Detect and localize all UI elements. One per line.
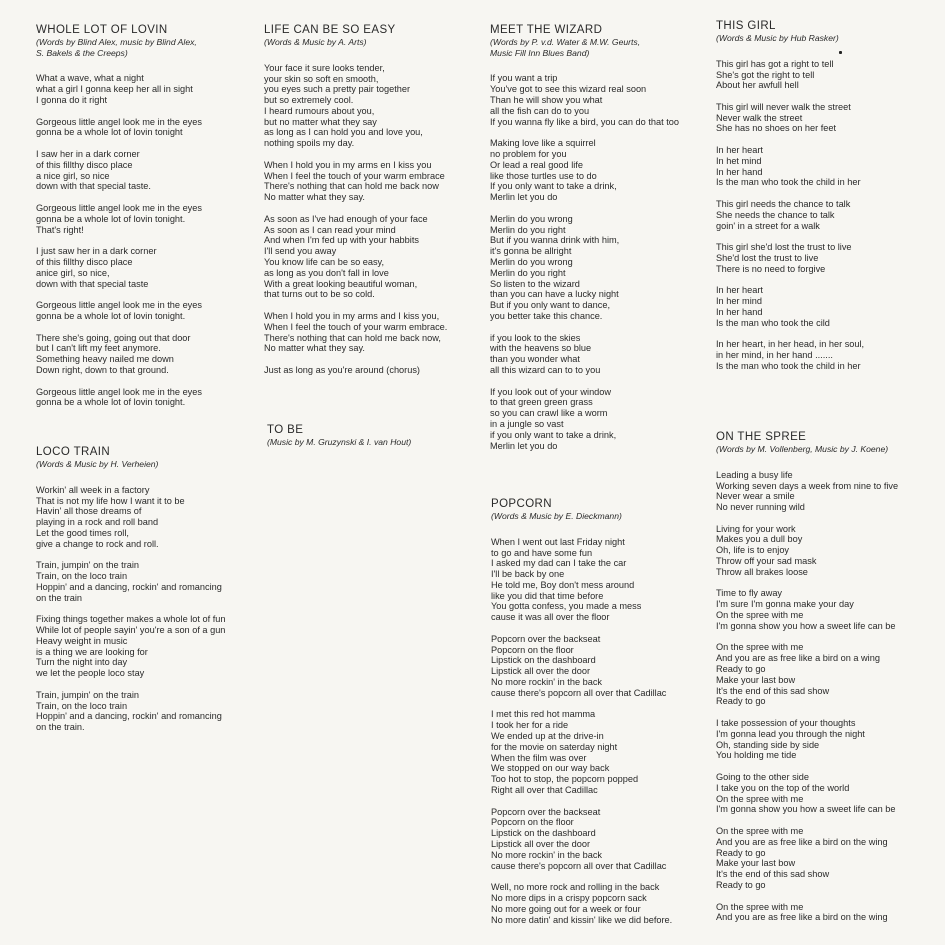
- lyric-line: down with that special taste: [36, 278, 149, 289]
- stanza: [490, 138, 679, 203]
- lyric-line: In her heart, in her head, in her soul,: [716, 339, 865, 350]
- lyric-line: Popcorn over the backseat: [491, 806, 601, 817]
- lyric-line: Make your last bow: [716, 858, 796, 869]
- lyric-line: No more going out for a week or four: [491, 903, 641, 914]
- lyric-line: I gonna do it right: [36, 95, 107, 105]
- lyric-line: On the spree with me: [716, 826, 804, 836]
- stanza: [264, 311, 447, 354]
- stanza: [36, 560, 225, 603]
- lyric-line: There she's going, going out that door: [36, 332, 191, 343]
- lyric-line: I heard rumours about you,: [264, 105, 375, 116]
- print-speck: [839, 51, 842, 54]
- lyric-line: Havin' all those dreams of: [36, 506, 142, 517]
- stanza: [490, 214, 679, 322]
- lyric-line: She has no shoes on her feet: [716, 123, 837, 134]
- lyric-line: gonna be a whole lot of lovin tonight.: [36, 213, 186, 224]
- lyric-line: Ready to go: [716, 847, 766, 858]
- lyric-line: Your face it sure looks tender,: [264, 62, 385, 73]
- lyric-line: of this fillthy disco place: [36, 159, 133, 170]
- lyric-line: In her hand: [716, 307, 763, 318]
- lyric-line: cause there's popcorn all over that Cadillac: [491, 860, 667, 871]
- song-credit: (Words & Music by E. Dieckmann): [491, 511, 622, 521]
- lyric-line: I just saw her in a dark corner: [36, 246, 157, 257]
- lyric-line: Is the man who took the child in her: [716, 361, 861, 372]
- stanza: [264, 63, 447, 149]
- lyric-line: Oh, life is to enjoy: [716, 545, 790, 556]
- lyric-line: your skin so soft en smooth,: [264, 73, 379, 84]
- lyric-line: Merlin do you right: [490, 224, 566, 235]
- lyric-line: gonna be a whole lot of lovin tonight.: [36, 397, 186, 408]
- lyric-line: I met this red hot mamma: [491, 709, 596, 720]
- lyric-line: We ended up at the drive-in: [491, 731, 604, 742]
- song-title: LIFE CAN BE SO EASY: [264, 24, 396, 36]
- lyric-line: I'll be back by one: [491, 569, 565, 580]
- lyric-line: than you can have a lucky night: [490, 289, 619, 300]
- stanza: [716, 145, 864, 188]
- lyric-line: Train, jumpin' on the train: [36, 689, 140, 700]
- lyrics-body: [36, 485, 225, 733]
- stanza: [36, 387, 202, 409]
- stanza: [491, 634, 672, 699]
- stanza: [716, 772, 898, 815]
- lyric-line: that turns out to be so cold.: [264, 289, 375, 300]
- song-title: THIS GIRL: [716, 20, 776, 32]
- lyric-line: Working seven days a week from nine to five: [716, 480, 899, 491]
- lyric-line: Oh, standing side by side: [716, 739, 820, 750]
- stanza: [491, 807, 672, 872]
- lyric-line: as long as you don't fall in love: [264, 267, 389, 278]
- lyric-line: with the heavens so blue: [490, 343, 592, 354]
- lyric-line: Train, on the loco train: [36, 571, 128, 582]
- lyric-line: No matter what they say.: [264, 192, 365, 203]
- lyric-line: I'm gonna show you how a sweet life can be: [716, 804, 896, 815]
- lyric-line: When I feel the touch of your warm embrace: [264, 170, 445, 181]
- lyric-line: We stopped on our way back: [491, 763, 610, 774]
- lyric-line: And you are as free like a bird on the wing: [716, 912, 888, 923]
- lyric-line: Well, no more rock and rolling in the back: [491, 882, 660, 893]
- lyric-line: I'm gonna lead you through the night: [716, 728, 865, 739]
- lyric-line: This girl will never walk the street: [716, 101, 851, 112]
- lyric-line: You've got to see this wizard real soon: [490, 84, 647, 95]
- lyric-line: Fixing things together makes a whole lot of fun: [36, 614, 226, 625]
- lyric-line: Gorgeous little angel look me in the eyes: [36, 116, 202, 127]
- stanza: [36, 690, 225, 733]
- lyric-line: Popcorn on the floor: [491, 817, 574, 828]
- stanza: [490, 73, 679, 127]
- lyric-line: nothing spoils my day.: [264, 138, 355, 149]
- lyric-line: This girl she'd lost the trust to live: [716, 242, 852, 253]
- song-whole-lot-of-lovin: [36, 24, 202, 419]
- lyric-line: but so extremely cool.: [264, 95, 354, 106]
- lyric-line: When I hold you in my arms and I kiss you,: [264, 311, 440, 322]
- lyric-line: in a jungle so vast: [490, 418, 564, 429]
- lyric-line: Is the man who took the cild: [716, 317, 830, 328]
- lyric-line: all this wizard can to to you: [490, 364, 601, 375]
- lyric-line: but I can't lift my feet anymore.: [36, 343, 161, 354]
- stanza: [36, 614, 225, 679]
- stanza: [716, 199, 864, 231]
- lyric-line: Throw off your sad mask: [716, 556, 817, 567]
- lyric-line: Turn the night into day: [36, 657, 128, 668]
- lyric-line: She needs the chance to talk: [716, 209, 835, 220]
- lyric-line: Lipstick on the dashboard: [491, 655, 596, 666]
- lyric-line: Merlin let you do: [490, 192, 558, 203]
- song-title: TO BE: [267, 424, 304, 436]
- lyric-line: down with that special taste.: [36, 181, 151, 192]
- song-credit: (Words & Music by H. Verheien): [36, 459, 159, 469]
- lyric-line: Ready to go: [716, 664, 766, 675]
- lyric-line: on the train: [36, 592, 82, 603]
- lyric-line: playing in a rock and roll band: [36, 517, 159, 528]
- lyric-line: Hoppin' and a dancing, rockin' and romancing: [36, 581, 222, 592]
- lyric-line: No more datin' and kissin' like we did before.: [491, 914, 673, 925]
- lyric-line: When I feel the touch of your warm embrace.: [264, 321, 448, 332]
- lyric-line: Going to the other side: [716, 772, 809, 783]
- lyric-line: to that green green grass: [490, 397, 593, 408]
- song-this-girl: [716, 20, 864, 383]
- lyric-line: you eyes such a pretty pair together: [264, 84, 411, 95]
- lyric-line: On the spree with me: [716, 793, 804, 804]
- lyric-line: Merlin do you wrong: [490, 213, 573, 224]
- lyric-line: If you only want to take a drink,: [490, 181, 617, 192]
- lyric-line: Living for your work: [716, 523, 796, 534]
- stanza: [716, 242, 864, 274]
- lyric-line: In her hand: [716, 166, 763, 177]
- lyric-line: She's got the right to tell: [716, 69, 815, 80]
- lyric-line: I'm sure I'm gonna make your day: [716, 599, 854, 610]
- lyric-line: This girl has got a right to tell: [716, 58, 834, 69]
- lyric-line: I take possession of your thoughts: [716, 718, 856, 729]
- song-credit: (Words & Music by A. Arts): [264, 37, 367, 47]
- lyric-line: Never walk the street: [716, 112, 803, 123]
- lyric-line: Merlin do you wrong: [490, 256, 573, 267]
- song-credit: (Words by P. v.d. Water & M.W. Geurts, Music Fill Inn Blues Band): [490, 37, 641, 58]
- lyric-line: No never running wild: [716, 502, 805, 513]
- lyric-line: You know life can be so easy,: [264, 257, 385, 268]
- lyric-line: gonna be a whole lot of lovin tonight: [36, 127, 183, 138]
- stanza: [716, 470, 898, 513]
- stanza: [716, 59, 864, 91]
- lyric-line: Right all over that Cadillac: [491, 785, 598, 796]
- lyric-line: we let the people loco stay: [36, 668, 145, 679]
- lyric-line: And you are as free like a bird on a wing: [716, 653, 880, 664]
- lyric-line: Time to fly away: [716, 588, 783, 599]
- lyric-line: And when I'm fed up with your habbits: [264, 235, 419, 246]
- stanza: [36, 300, 202, 322]
- lyric-line: She'd lost the trust to live: [716, 253, 819, 264]
- lyric-line: As soon as I've had enough of your face: [264, 213, 428, 224]
- lyric-line: I'll send you away: [264, 246, 337, 257]
- lyric-line: That is not my life how I want it to be: [36, 495, 185, 506]
- lyric-line: Popcorn over the backseat: [491, 633, 601, 644]
- lyric-line: like those turtles use to do: [490, 170, 597, 181]
- lyric-line: Workin' all week in a factory: [36, 484, 150, 495]
- stanza: [264, 160, 447, 203]
- lyric-line: a nice girl, so nice: [36, 170, 110, 181]
- lyric-line: Gorgeous little angel look me in the eyes: [36, 386, 202, 397]
- lyric-line: Lipstick on the dashboard: [491, 828, 596, 839]
- stanza: [36, 203, 202, 235]
- lyric-line: When I hold you in my arms en I kiss you: [264, 159, 432, 170]
- lyric-line: cause it was all over the floor: [491, 612, 610, 623]
- lyric-line: When the film was over: [491, 752, 587, 763]
- lyric-line: Train, on the loco train: [36, 700, 128, 711]
- stanza: [264, 365, 447, 376]
- lyric-line: you better take this chance.: [490, 310, 603, 321]
- lyric-line: Throw all brakes loose: [716, 566, 808, 577]
- stanza: [36, 117, 202, 139]
- lyric-line: than you wonder what: [490, 354, 580, 365]
- stanza: [491, 537, 672, 623]
- lyric-line: for the movie on saterday night: [491, 741, 618, 752]
- song-title: WHOLE LOT OF LOVIN: [36, 24, 168, 36]
- lyric-line: Than he will show you what: [490, 95, 603, 105]
- lyric-line: When I went out last Friday night: [491, 536, 625, 547]
- lyric-line: Is the man who took the child in her: [716, 177, 861, 188]
- stanza: [36, 246, 202, 289]
- lyric-line: Let the good times roll,: [36, 527, 129, 538]
- lyric-line: Gorgeous little angel look me in the eyes: [36, 202, 202, 213]
- lyric-line: to go and have some fun: [491, 547, 593, 558]
- lyric-line: On the spree with me: [716, 901, 804, 912]
- lyric-line: goin' in a street for a walk: [716, 220, 820, 231]
- lyric-line: in her mind, in her hand .......: [716, 350, 833, 361]
- lyric-line: Just as long as you're around (chorus): [264, 365, 420, 376]
- stanza: [36, 73, 202, 105]
- lyric-line: You gotta confess, you made a mess: [491, 601, 642, 612]
- song-life-can-be-so-easy: [264, 24, 447, 387]
- lyric-line: Or lead a real good life: [490, 159, 583, 170]
- lyric-line: I asked my dad can I take the car: [491, 558, 627, 569]
- lyric-line: But if you only want to dance,: [490, 300, 611, 311]
- song-to-be: [267, 424, 411, 448]
- song-title: POPCORN: [491, 498, 552, 510]
- lyric-line: on the train.: [36, 722, 85, 733]
- lyric-line: Leading a busy life: [716, 469, 793, 480]
- lyric-line: In her heart: [716, 285, 763, 296]
- lyric-line: This girl needs the chance to talk: [716, 199, 851, 210]
- lyric-line: No matter what they say.: [264, 343, 365, 354]
- stanza: [36, 485, 225, 550]
- lyric-line: as long as I can hold you and love you,: [264, 127, 423, 138]
- lyric-line: Gorgeous little angel look me in the eyes: [36, 300, 202, 311]
- lyric-line: I'm gonna show you how a sweet life can be: [716, 620, 896, 631]
- lyric-line: so you can crawl like a worm: [490, 408, 608, 419]
- song-title: ON THE SPREE: [716, 431, 807, 443]
- lyric-line: of this fillthy disco place: [36, 256, 133, 267]
- lyric-line: That's right!: [36, 224, 84, 235]
- lyric-line: But if you wanna drink with him,: [490, 235, 620, 246]
- lyric-line: If you wanna fly like a bird, you can do that too: [490, 116, 679, 127]
- stanza: [716, 642, 898, 707]
- lyric-line: I took her for a ride: [491, 720, 569, 731]
- song-loco-train: [36, 446, 225, 744]
- lyric-line: no problem for you: [490, 148, 567, 159]
- stanza: [716, 826, 898, 891]
- lyric-line: like you did that time before: [491, 590, 604, 601]
- lyric-line: Makes you a dull boy: [716, 534, 803, 545]
- lyric-line: Train, jumpin' on the train: [36, 560, 140, 571]
- song-credit: (Words by Blind Alex, music by Blind Alex, S. Bakels & the Creeps): [36, 37, 197, 58]
- song-credit: (Music by M. Gruzynski & I. van Hout): [267, 437, 412, 447]
- lyric-line: Lipstick all over the door: [491, 839, 591, 850]
- lyrics-body: [491, 537, 672, 926]
- stanza: [716, 102, 864, 134]
- lyric-line: anice girl, so nice,: [36, 267, 110, 278]
- lyric-line: give a change to rock and roll.: [36, 538, 159, 549]
- lyric-line: In het mind: [716, 155, 762, 166]
- lyric-line: what a girl I gonna keep her all in sight: [36, 84, 193, 95]
- song-title: MEET THE WIZARD: [490, 24, 603, 36]
- lyric-line: In her heart: [716, 145, 763, 156]
- lyric-line: Lipstick all over the door: [491, 666, 591, 677]
- stanza: [716, 339, 864, 371]
- stanza: [491, 882, 672, 925]
- lyric-line: Never wear a smile: [716, 491, 795, 502]
- lyric-line: but no matter what they say: [264, 116, 377, 127]
- lyrics-body: [490, 73, 679, 451]
- lyric-line: No more dips in a crispy popcorn sack: [491, 893, 647, 903]
- lyric-line: Ready to go: [716, 879, 766, 890]
- stanza: [716, 524, 898, 578]
- lyric-line: Too hot to stop, the popcorn popped: [491, 774, 639, 785]
- stanza: [264, 214, 447, 300]
- stanza: [36, 149, 202, 192]
- song-on-the-spree: [716, 431, 898, 934]
- lyric-line: Hoppin' and a dancing, rockin' and romancing: [36, 711, 222, 722]
- lyric-line: So listen to the wizard: [490, 278, 580, 289]
- song-credit: (Words by M. Vollenberg, Music by J. Koene): [716, 444, 889, 454]
- stanza: [716, 285, 864, 328]
- lyrics-body: [716, 59, 864, 372]
- lyric-line: I saw her in a dark corner: [36, 148, 140, 159]
- lyric-line: Popcorn on the floor: [491, 644, 574, 655]
- lyric-line: Making love like a squirrel: [490, 138, 596, 149]
- stanza: [36, 333, 202, 376]
- lyric-line: cause there's popcorn all over that Cadillac: [491, 687, 667, 698]
- lyric-line: With a great looking beautiful woman,: [264, 278, 418, 289]
- lyric-line: it's gonna be allright: [490, 246, 572, 257]
- lyric-line: You holding me tide: [716, 750, 797, 761]
- lyrics-body: [36, 73, 202, 408]
- lyric-line: No more rockin' in the back: [491, 849, 603, 860]
- lyric-line: What a wave, what a night: [36, 73, 144, 84]
- lyric-line: On the spree with me: [716, 642, 804, 653]
- lyric-line: As soon as I can read your mind: [264, 224, 396, 235]
- lyric-line: It's the end of this sad show: [716, 869, 830, 880]
- stanza: [490, 333, 679, 376]
- lyric-line: Merlin do you right: [490, 267, 566, 278]
- stanza: [490, 387, 679, 452]
- lyric-line: Ready to go: [716, 696, 766, 707]
- stanza: [716, 902, 898, 924]
- lyric-line: No more rockin' in the back: [491, 677, 603, 688]
- stanza: [716, 718, 898, 761]
- song-credit: (Words & Music by Hub Rasker): [716, 33, 839, 43]
- lyric-line: Something heavy nailed me down: [36, 354, 174, 365]
- lyric-line: Merlin let you do: [490, 440, 558, 451]
- lyric-line: gonna be a whole lot of lovin tonight.: [36, 310, 186, 321]
- lyric-line: all the fish can do to you: [490, 105, 590, 116]
- lyric-line: Heavy weight in music: [36, 635, 128, 646]
- stanza: [491, 709, 672, 795]
- lyric-line: And you are as free like a bird on the wing: [716, 836, 888, 847]
- lyric-line: About her awfull hell: [716, 80, 799, 91]
- lyrics-body: [716, 470, 898, 923]
- lyric-line: There is no need to forgive: [716, 263, 826, 274]
- song-title: LOCO TRAIN: [36, 446, 111, 458]
- lyrics-body: [264, 63, 447, 376]
- lyric-line: if you look to the skies: [490, 332, 581, 343]
- lyric-line: In her mind: [716, 296, 762, 307]
- lyric-line: is a thing we are looking for: [36, 646, 148, 657]
- lyric-line: He told me, Boy don't mess around: [491, 579, 635, 590]
- lyric-line: Make your last bow: [716, 674, 796, 685]
- song-popcorn: [491, 498, 672, 936]
- lyric-line: While lot of people sayin' you're a son of a gun: [36, 625, 226, 636]
- lyric-line: I take you on the top of the world: [716, 782, 850, 793]
- lyric-line: It's the end of this sad show: [716, 685, 830, 696]
- song-meet-the-wizard: [490, 24, 679, 462]
- lyric-line: If you want a trip: [490, 73, 558, 84]
- lyric-line: If you look out of your window: [490, 386, 612, 397]
- lyric-line: if you only want to take a drink,: [490, 429, 617, 440]
- lyric-line: On the spree with me: [716, 610, 804, 621]
- lyric-line: There's nothing that can hold me back now,: [264, 332, 441, 343]
- stanza: [716, 588, 898, 631]
- lyric-line: There's nothing that can hold me back now: [264, 181, 439, 192]
- lyric-line: Down right, down to that ground.: [36, 364, 169, 375]
